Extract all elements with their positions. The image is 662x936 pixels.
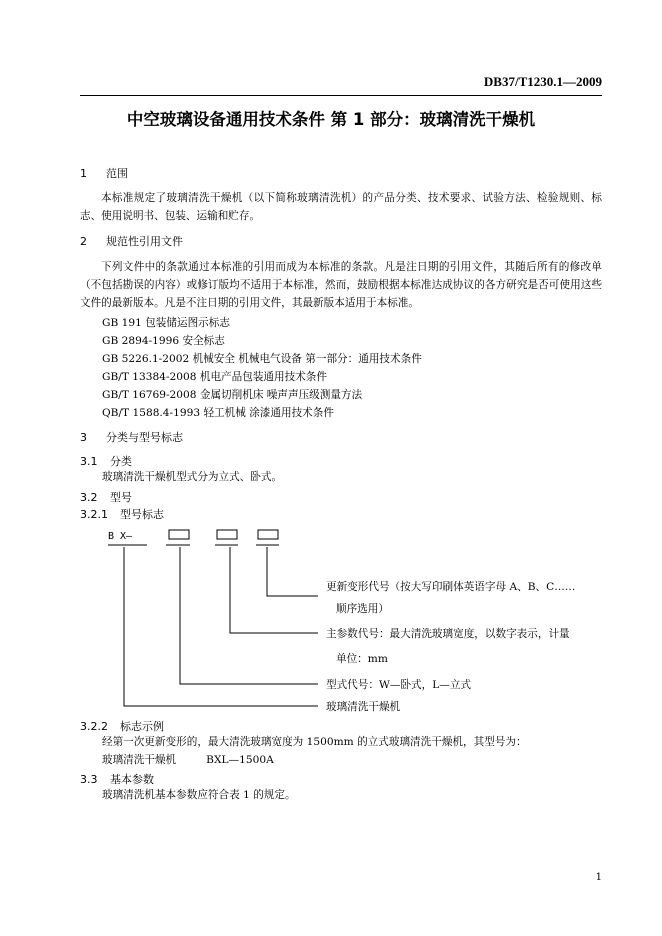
leader-type <box>180 547 318 684</box>
standard-number: DB37/T1230.1—2009 <box>483 74 602 89</box>
label-variant-code-cont: 顺序选用） <box>336 603 389 615</box>
model-code-prefix: B X— <box>108 531 133 542</box>
code-box-variant <box>258 530 278 539</box>
section-title: 基本参数 <box>110 773 154 786</box>
section-number: 3.3 <box>80 773 98 786</box>
section-1-paragraph: 本标准规定了玻璃清洗干燥机（以下简称玻璃清洗机）的产品分类、技术要求、试验方法、检验规则、标志、使用说明书、包装、运输和贮存。 <box>80 192 602 222</box>
section-title: 型号 <box>110 491 132 504</box>
page-number: 1 <box>595 872 602 883</box>
section-title: 分类 <box>110 455 132 468</box>
code-box-type <box>169 530 189 539</box>
reference-item: QB/T 1588.4-1993 轻工机械 涂漆通用技术条件 <box>102 407 334 419</box>
label-type-code: 型式代号：W—卧式，L—立式 <box>326 679 472 691</box>
section-3-2-2-heading <box>80 718 164 734</box>
reference-item: GB 2894-1996 安全标志 <box>102 335 225 347</box>
document-title: 中空玻璃设备通用技术条件 第 1 部分：玻璃清洗干燥机 <box>126 110 536 129</box>
section-number: 3 <box>80 431 87 444</box>
leader-variant <box>267 547 318 596</box>
section-3-1-text: 玻璃清洗干燥机型式分为立式、卧式。 <box>102 471 283 483</box>
reference-item: GB 5226.1-2002 机械安全 机械电气设备 第一部分：通用技术条件 <box>102 353 422 365</box>
label-variant-code: 更新变形代号（按大写印刷体英语字母 A、B、C…… <box>326 581 576 593</box>
leader-main-param <box>230 547 318 633</box>
section-title: 标志示例 <box>120 720 164 733</box>
section-3-3-heading <box>80 771 154 787</box>
section-2-paragraph: 下列文件中的条款通过本标准的引用而成为本标准的条款。凡是注日期的引用文件，其随后所有的修改单（不包括勘误的内容）或修订版均不适用于本标准，然而，鼓励根据本标准达成协议的各方研究是否可使用这些文件的最新版本。凡是不注日期的引用文件，其最新版本适用于本标准。 <box>80 261 602 309</box>
section-number: 3.1 <box>80 455 98 468</box>
label-product-name: 玻璃清洗干燥机 <box>326 701 401 713</box>
reference-item: GB/T 13384-2008 机电产品包装通用技术条件 <box>102 371 327 383</box>
section-number: 1 <box>80 167 87 180</box>
reference-item: GB 191 包装储运图示标志 <box>102 317 230 329</box>
example-line <box>102 751 274 769</box>
section-title: 规范性引用文件 <box>106 235 183 248</box>
section-title: 范围 <box>106 167 128 180</box>
section-title: 型号标志 <box>120 508 164 521</box>
section-3-3-text: 玻璃清洗机基本参数应符合表 1 的规定。 <box>102 789 296 801</box>
code-box-main-param <box>217 530 237 539</box>
section-number: 3.2.1 <box>80 508 108 521</box>
label-main-param-code-cont: 单位：mm <box>336 653 388 665</box>
section-title: 分类与型号标志 <box>106 431 183 444</box>
example-model-code: BXL—1500A <box>206 754 274 766</box>
label-main-param-code: 主参数代号：最大清洗玻璃宽度，以数字表示，计量 <box>326 628 570 640</box>
reference-item: GB/T 16769-2008 金属切削机床 噪声声压级测量方法 <box>102 389 363 401</box>
leader-product <box>124 547 318 706</box>
section-number: 3.2.2 <box>80 720 108 733</box>
section-number: 2 <box>80 235 87 248</box>
example-product-name: 玻璃清洗干燥机 <box>102 754 177 766</box>
section-3-2-2-text: 经第一次更新变形的，最大清洗玻璃宽度为 1500mm 的立式玻璃清洗干燥机，其型号为： <box>102 736 527 748</box>
section-number: 3.2 <box>80 491 98 504</box>
